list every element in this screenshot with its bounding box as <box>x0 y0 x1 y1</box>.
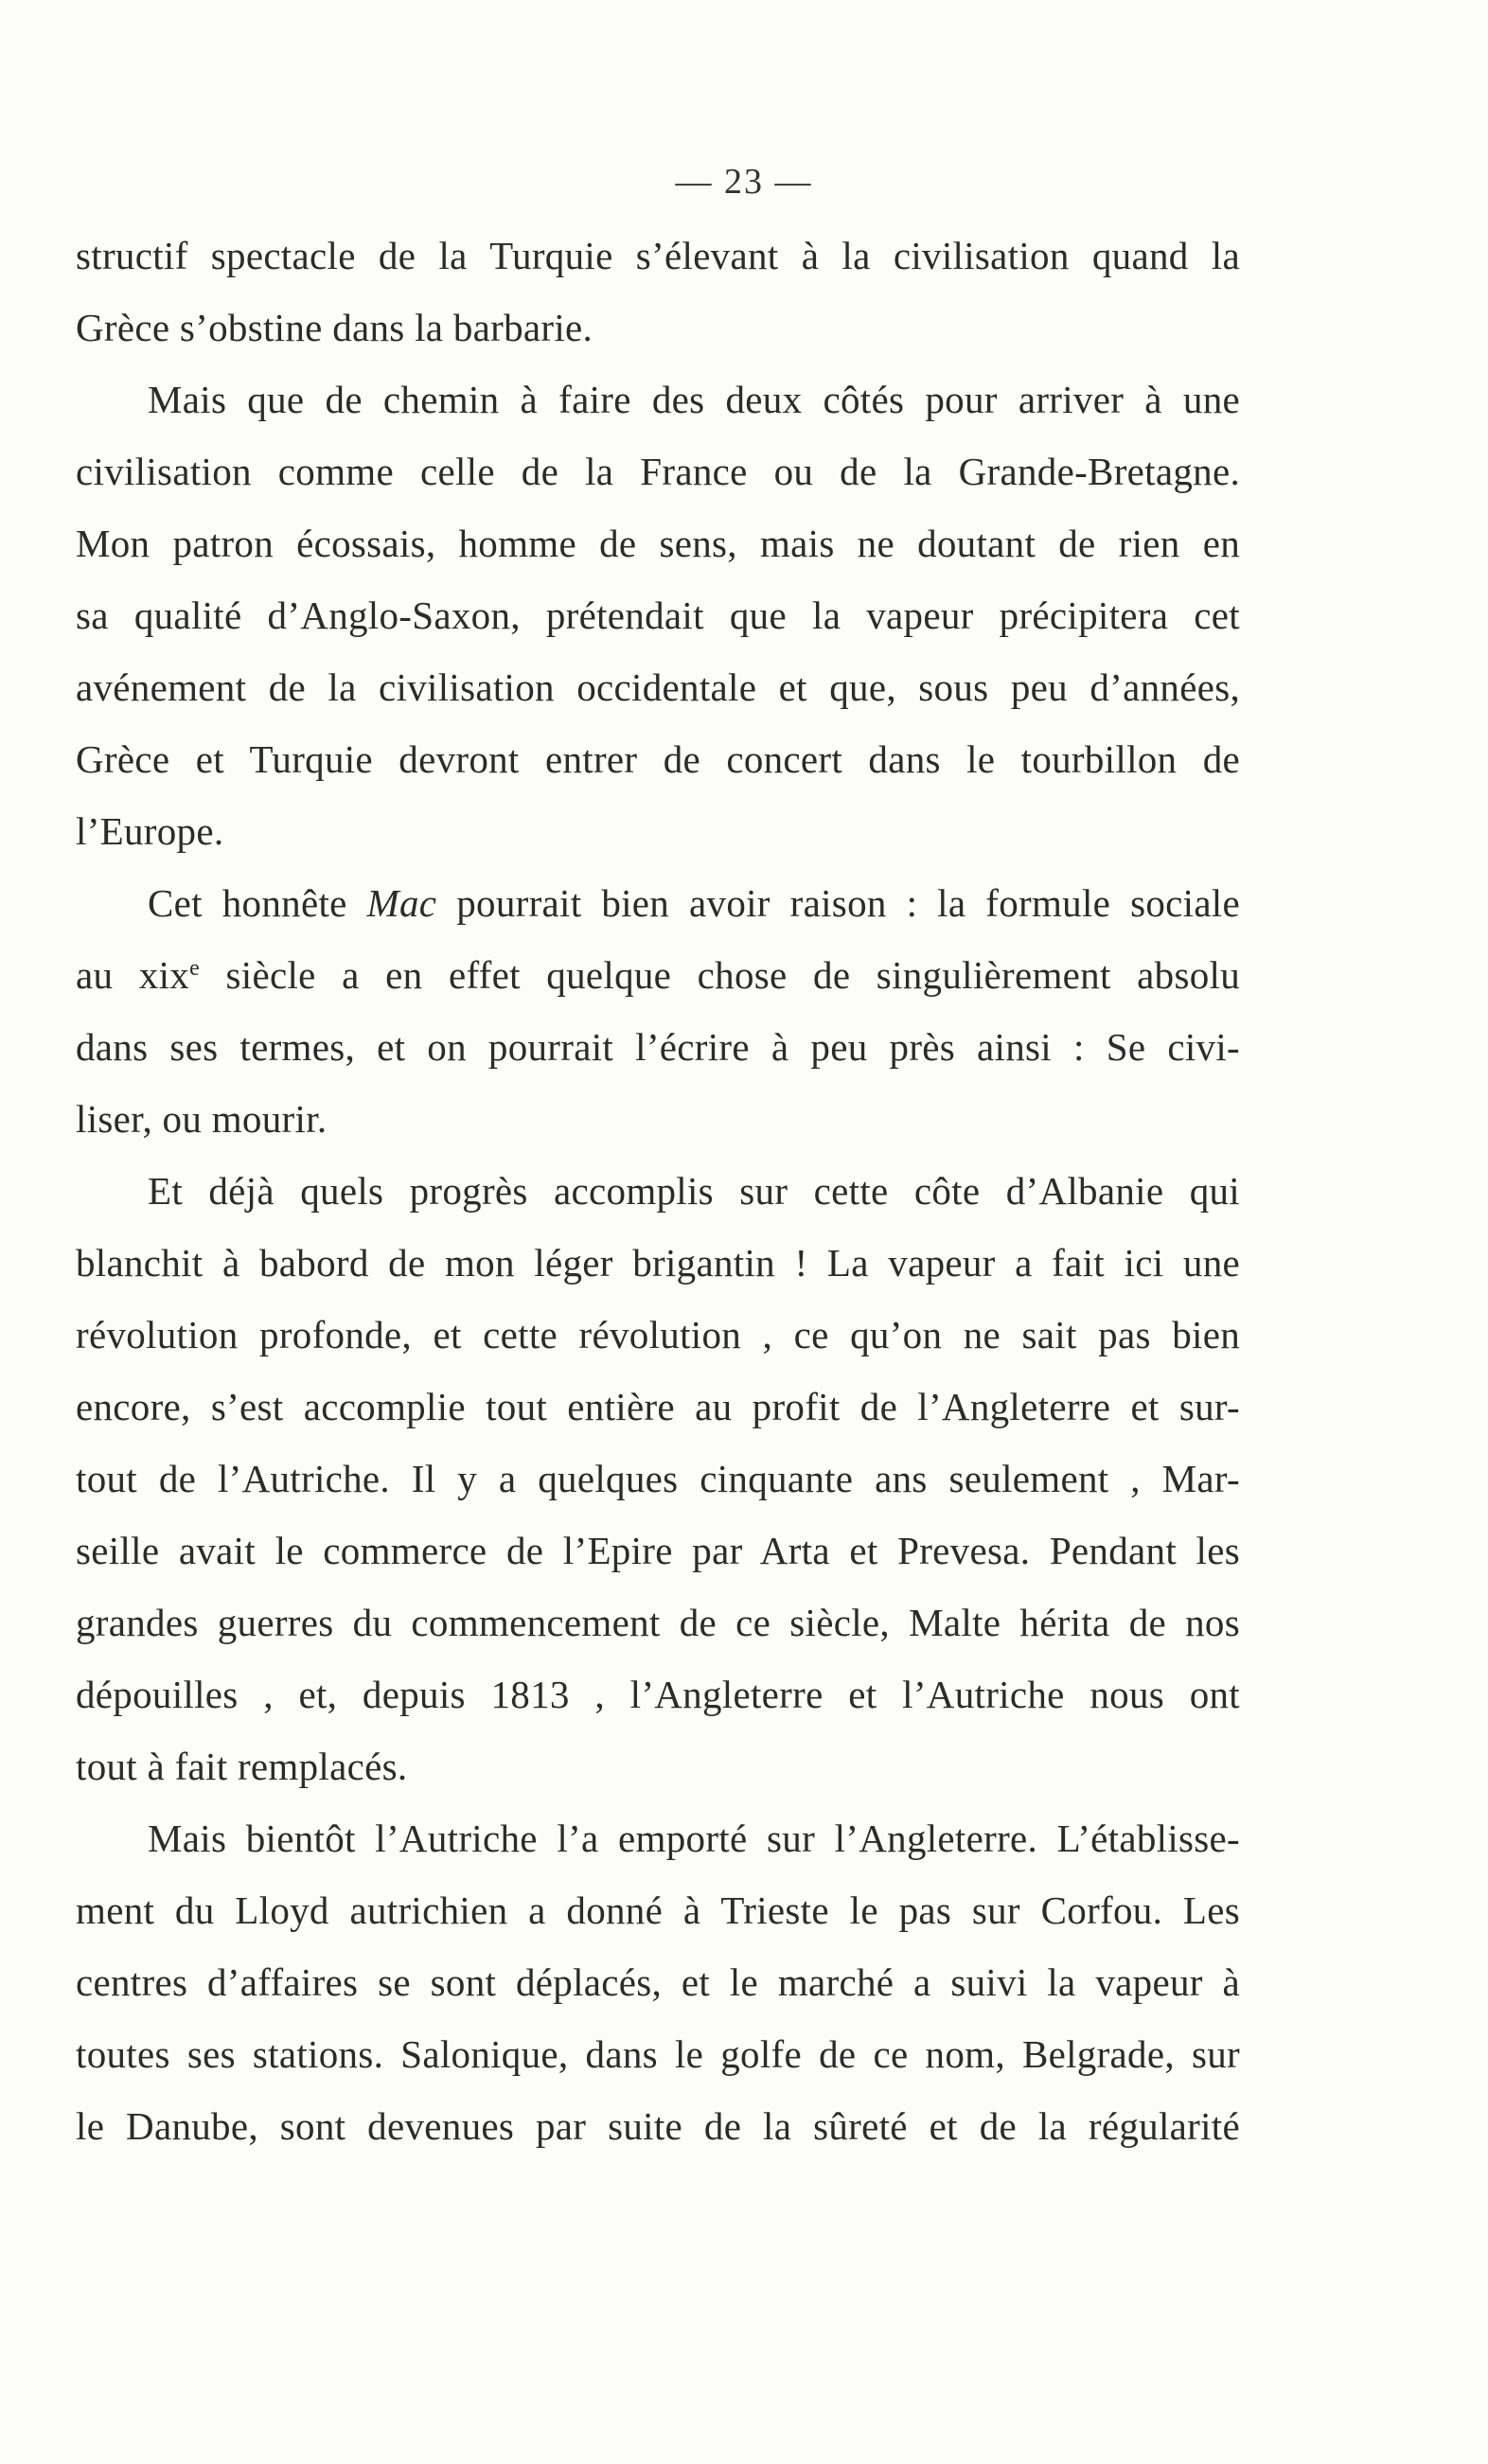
text-line: sa qualité d’Anglo-Saxon, prétendait que la vapeur précipitera cet <box>76 594 1240 637</box>
italic-name: Mac <box>366 881 437 925</box>
text-line: centres d’affaires se sont déplacés, et le marché a suivi la vapeur à <box>76 1960 1240 2004</box>
text-line: avénement de la civilisation occidentale et que, sous peu d’années, <box>76 665 1240 709</box>
text-line: encore, s’est accomplie tout entière au profit de l’Angleterre et sur- <box>76 1385 1240 1428</box>
body-text <box>76 220 1240 2162</box>
text-line: Mais bientôt l’Autriche l’a emporté sur l’Angleterre. L’établisse- <box>148 1817 1240 1860</box>
text-line: dépouilles , et, depuis 1813 , l’Angleterre et l’Autriche nous ont <box>76 1673 1240 1716</box>
text-line: Et déjà quels progrès accomplis sur cette côte d’Albanie qui <box>148 1169 1240 1213</box>
text-line: ment du Lloyd autrichien a donné à Trieste le pas sur Corfou. Les <box>76 1888 1240 1932</box>
text-line: dans ses termes, et on pourrait l’écrire à peu près ainsi : Se civi- <box>76 1025 1240 1069</box>
text-fragment: pourrait bien avoir raison : la formule sociale <box>436 881 1240 925</box>
text-line: l’Europe. <box>76 809 224 853</box>
text-line: toutes ses stations. Salonique, dans le golfe de ce nom, Belgrade, sur <box>76 2032 1240 2076</box>
text-line: liser, ou mourir. <box>76 1097 328 1141</box>
text-fragment: siècle a en effet quelque chose de singulièrement absolu <box>200 953 1241 997</box>
text-line <box>76 939 1240 1011</box>
text-line: révolution profonde, et cette révolution , ce qu’on ne sait pas bien <box>76 1313 1240 1356</box>
text-line: grandes guerres du commencement de ce siècle, Malte hérita de nos <box>76 1601 1240 1644</box>
text-line: seille avait le commerce de l’Epire par Arta et Prevesa. Pendant les <box>76 1529 1240 1572</box>
text-line: blanchit à babord de mon léger brigantin ! La vapeur a fait ici une <box>76 1241 1240 1285</box>
page-number: — 23 — <box>675 162 813 202</box>
text-fragment: au xix <box>76 953 190 997</box>
superscript: e <box>189 956 201 981</box>
text-line: civilisation comme celle de la France ou de la Grande-Bretagne. <box>76 450 1240 493</box>
text-line: Mon patron écossais, homme de sens, mais ne doutant de rien en <box>76 522 1240 565</box>
text-line: tout à fait remplacés. <box>76 1745 408 1788</box>
text-line: Grèce s’obstine dans la barbarie. <box>76 306 593 349</box>
text-fragment: Cet honnête <box>148 881 367 925</box>
text-line <box>76 867 1240 939</box>
text-line: Grèce et Turquie devront entrer de concert dans le tourbillon de <box>76 737 1240 781</box>
text-line: structif spectacle de la Turquie s’élevant à la civilisation quand la <box>76 234 1240 277</box>
text-line: tout de l’Autriche. Il y a quelques cinquante ans seulement , Mar- <box>76 1457 1240 1500</box>
text-line: le Danube, sont devenues par suite de la sûreté et de la régularité <box>76 2104 1240 2148</box>
text-line: Mais que de chemin à faire des deux côtés pour arriver à une <box>148 378 1240 421</box>
